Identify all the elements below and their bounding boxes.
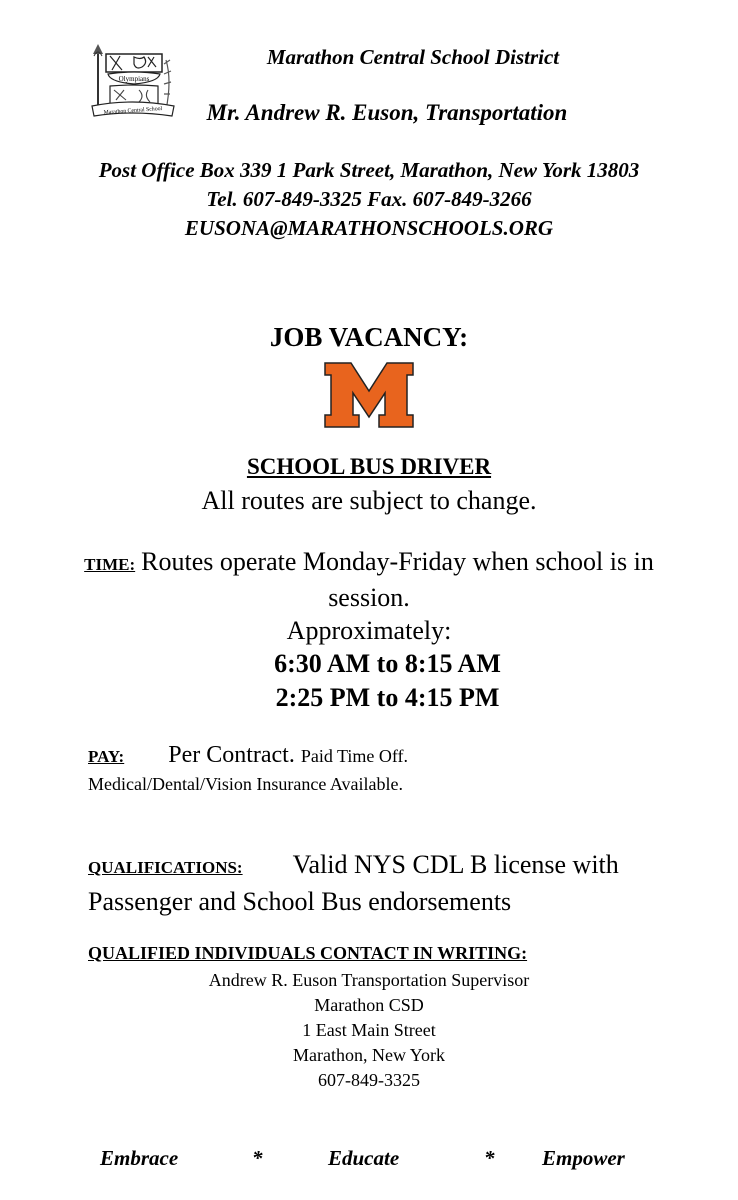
approximately-text: Approximately: — [286, 616, 452, 645]
logo-letter: M — [369, 427, 370, 428]
contact-line: 1 East Main Street — [302, 1020, 436, 1040]
address-line: Post Office Box 339 1 Park Street, Marathon, New York 13803 — [98, 158, 640, 182]
motto-empower: Empower — [542, 1146, 625, 1170]
contact-line: Marathon CSD — [314, 995, 424, 1015]
pay-label: PAY: — [88, 747, 125, 766]
motto-separator: * — [484, 1146, 495, 1170]
schedule-times — [0, 647, 738, 715]
district-name: Marathon Central School District — [266, 45, 560, 69]
time-text: Routes operate Monday-Friday when school is in session. — [141, 547, 654, 612]
pay-contract: Per Contract. — [168, 742, 295, 768]
pay-section — [88, 742, 688, 769]
morning-time: 6:30 AM to 8:15 AM — [274, 649, 501, 678]
crest-text-top: Olympians — [118, 75, 150, 83]
insurance-text: Medical/Dental/Vision Insurance Available. — [88, 774, 403, 794]
contact-heading: QUALIFIED INDIVIDUALS CONTACT IN WRITING: — [88, 943, 528, 963]
time-section — [60, 545, 678, 647]
routes-note: All routes are subject to change. — [201, 486, 537, 515]
qualifications-label: QUALIFICATIONS: — [88, 858, 243, 877]
address-block — [60, 156, 678, 243]
crest-text-bottom: Marathon Central School — [103, 105, 163, 117]
motto-embrace: Embrace — [100, 1146, 179, 1170]
transportation-contact: Mr. Andrew R. Euson, Transportation — [206, 100, 568, 125]
afternoon-time: 2:25 PM to 4:15 PM — [275, 683, 500, 712]
job-title: SCHOOL BUS DRIVER — [246, 454, 492, 479]
block-m-logo — [321, 361, 417, 429]
phone-fax-line: Tel. 607-849-3325 Fax. 607-849-3266 — [206, 187, 532, 211]
job-vacancy-heading: JOB VACANCY: — [269, 322, 469, 352]
time-label: TIME: — [84, 555, 136, 574]
contact-line: Andrew R. Euson Transportation Supervisor — [208, 970, 530, 990]
qualifications-section — [88, 848, 688, 919]
motto-educate: Educate — [328, 1146, 400, 1170]
qualifications-text: Valid NYS CDL B license with Passenger and School Bus endorsements — [88, 850, 619, 916]
contact-line: 607-849-3325 — [318, 1070, 420, 1090]
contact-line: Marathon, New York — [293, 1045, 445, 1065]
email-line: EUSONA@MARATHONSCHOOLS.ORG — [184, 216, 554, 240]
motto-separator: * — [252, 1146, 263, 1170]
contact-address — [0, 968, 738, 1093]
pay-pto: Paid Time Off. — [300, 746, 409, 766]
